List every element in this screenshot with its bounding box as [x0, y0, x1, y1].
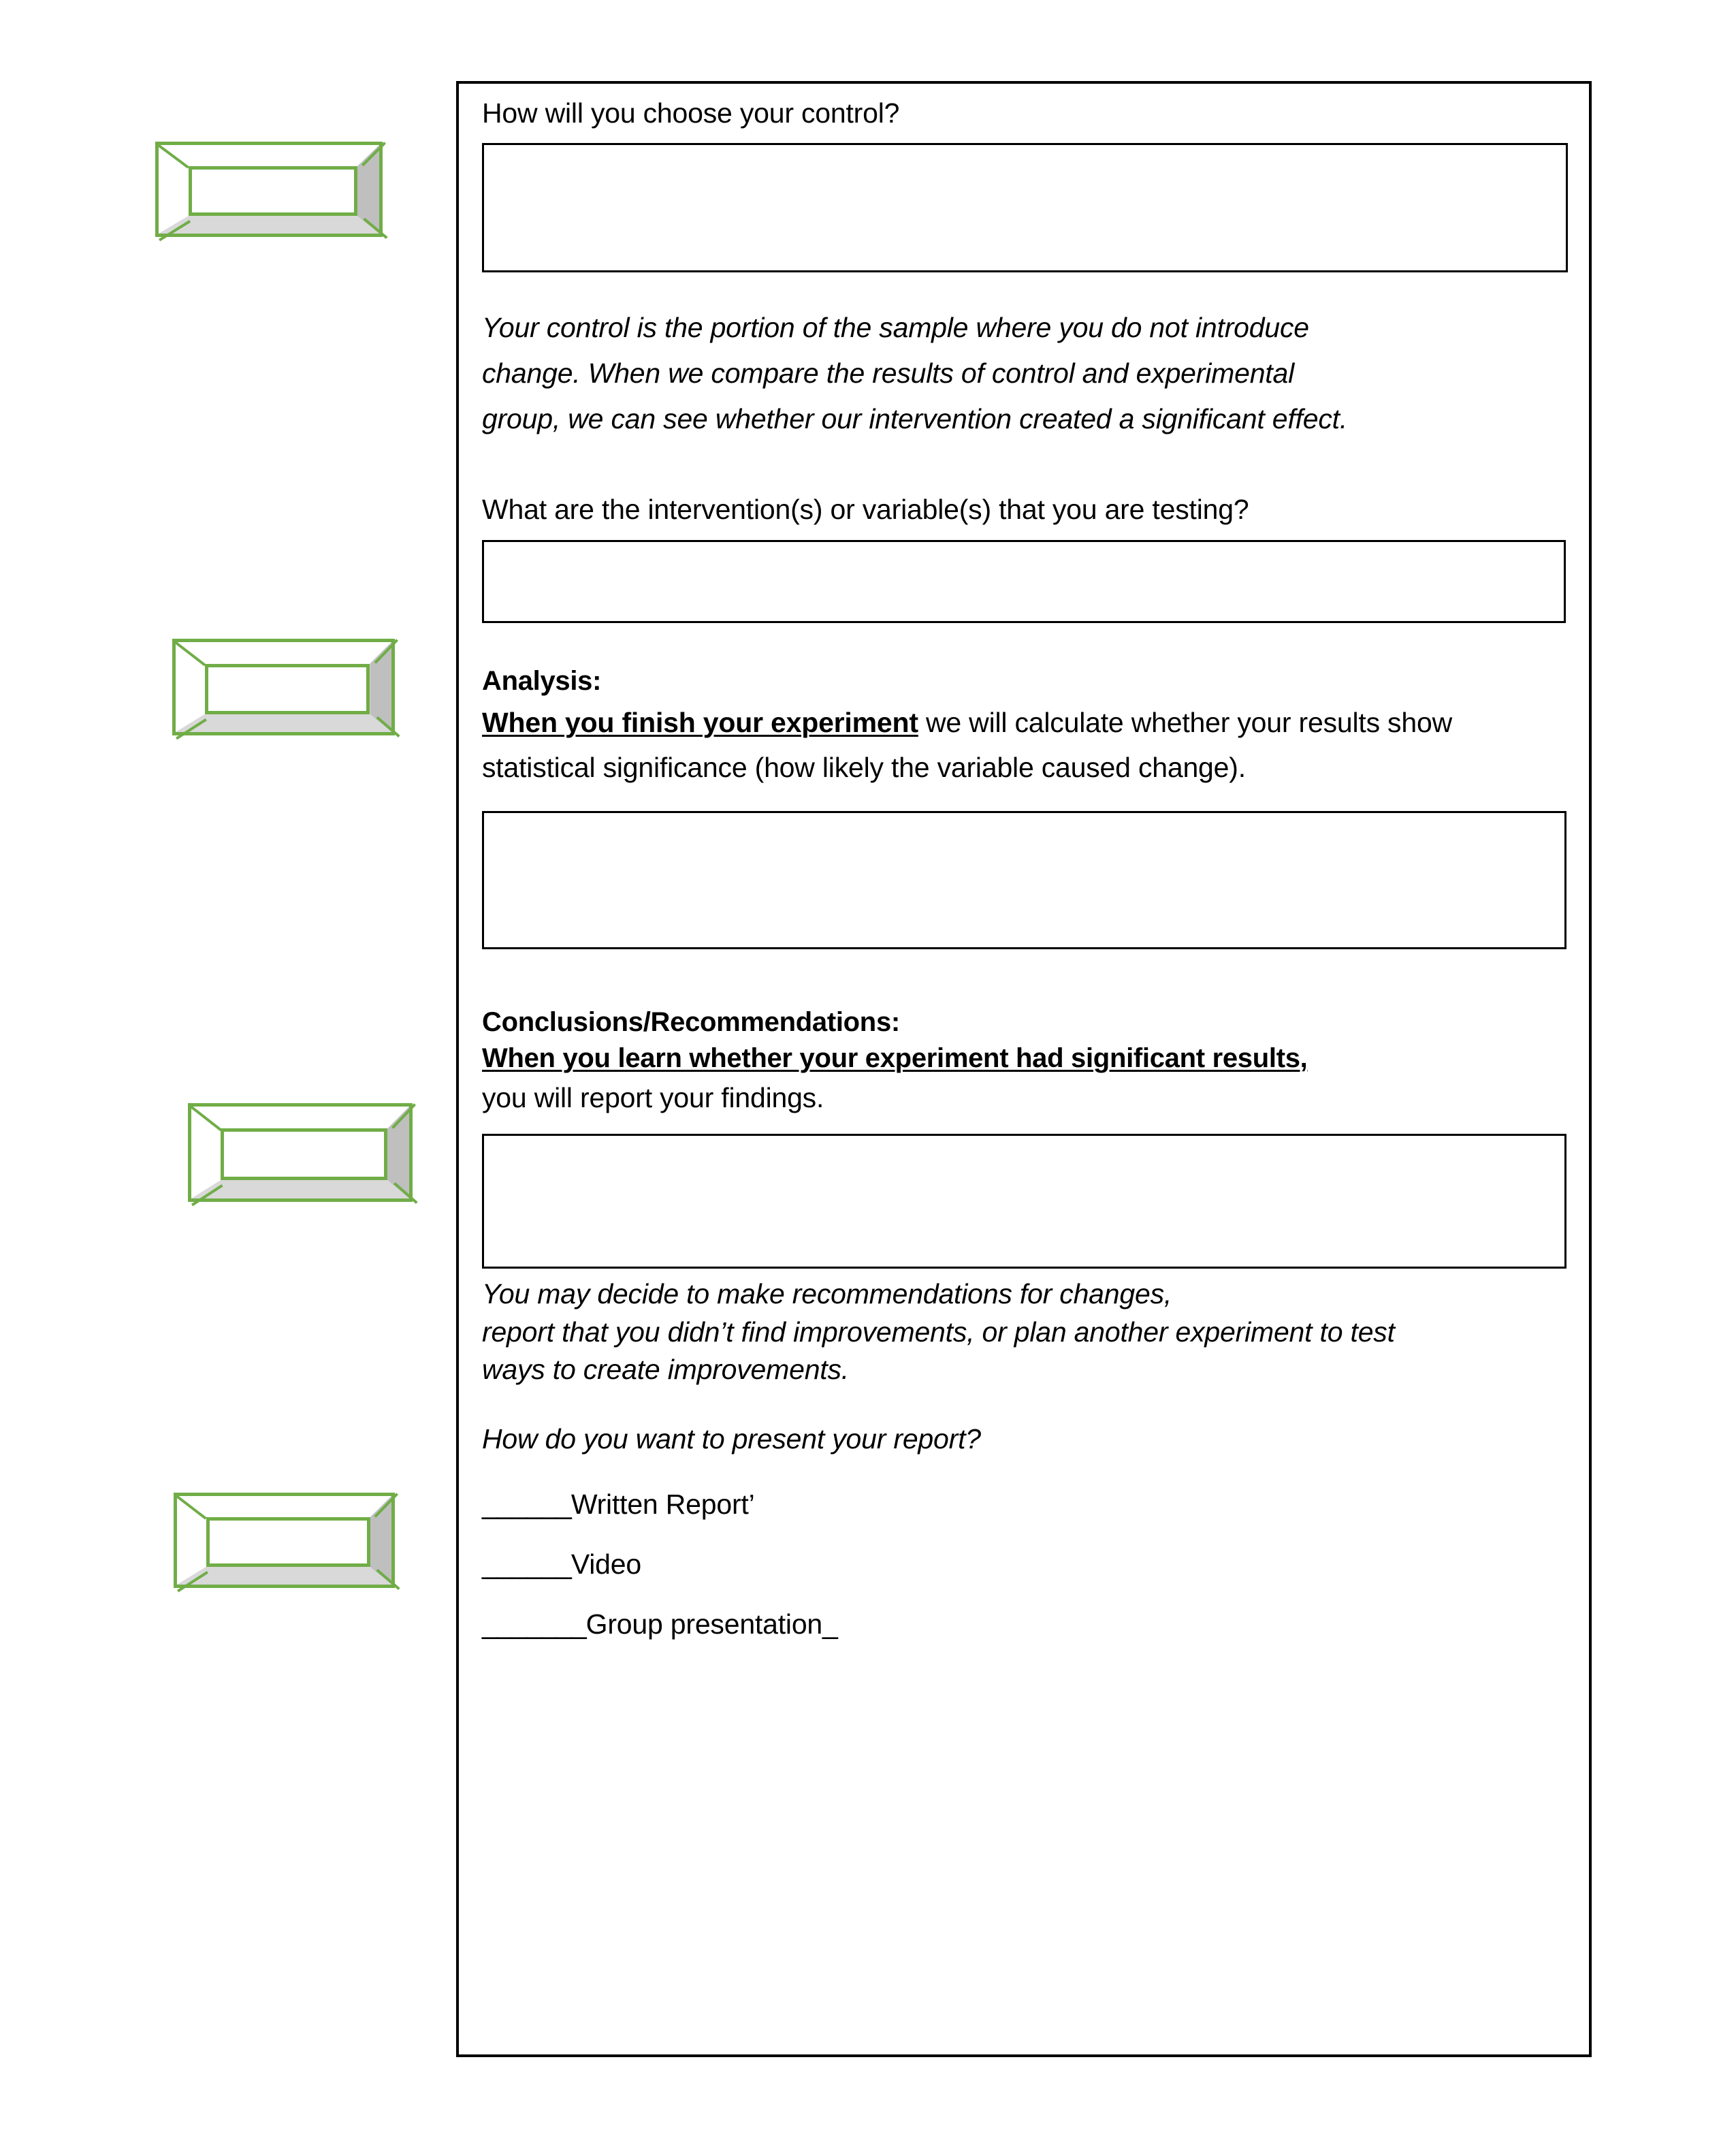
recommendations-note-paragraph	[482, 1275, 1544, 1389]
recommendations-note-line-1: You may decide to make recommendations for changes,	[482, 1277, 1172, 1309]
conclusions-answer-box[interactable]	[482, 1134, 1566, 1269]
control-explanation-line-2: change. When we compare the results of control and experimental	[482, 357, 1294, 389]
report-option-group-presentation[interactable]	[482, 1608, 1571, 1641]
bevel-facet-top	[177, 1496, 391, 1517]
bevel-frame-1	[155, 142, 383, 237]
bevel-facet-bottom	[159, 216, 379, 234]
bevel-frame-4	[174, 1493, 395, 1588]
bevel-facet-bottom	[191, 1180, 409, 1198]
analysis-answer-box[interactable]	[482, 811, 1566, 949]
analysis-heading: Analysis:	[482, 665, 602, 696]
bevel-inner-panel	[205, 664, 370, 714]
recommendations-note-line-3: ways to create improvements.	[482, 1354, 849, 1386]
bevel-facet-top	[191, 1107, 409, 1128]
report-option-label: Group presentation_	[585, 1608, 838, 1640]
report-format-prompt: How do you want to present your report?	[482, 1423, 981, 1455]
intervention-question-label: What are the intervention(s) or variable(s) that you are testing?	[482, 493, 1249, 525]
control-explanation-line-3: group, we can see whether our intervention created a significant effect.	[482, 402, 1348, 434]
report-option-written-report[interactable]	[482, 1488, 1571, 1521]
bevel-inner-panel	[221, 1128, 387, 1180]
report-option-label: Written Report’	[570, 1488, 755, 1520]
report-option-blank[interactable]: _______	[482, 1608, 586, 1640]
control-answer-box[interactable]	[482, 143, 1568, 272]
bevel-facet-top	[159, 145, 379, 166]
recommendations-note-line-2: report that you didn’t find improvements, or plan another experiment to test	[482, 1316, 1395, 1348]
control-question-label: How will you choose your control?	[482, 97, 900, 129]
analysis-paragraph	[482, 700, 1498, 791]
analysis-body-text: we will calculate whether your results show statistical significance (how likely the variable caused change).	[482, 706, 1452, 784]
bevel-frame-3	[188, 1103, 413, 1202]
report-option-label: Video	[570, 1548, 641, 1580]
intervention-answer-box[interactable]	[482, 540, 1566, 623]
report-option-video[interactable]	[482, 1548, 1571, 1581]
control-explanation-line-1: Your control is the portion of the sample where you do not introduce	[482, 312, 1309, 344]
conclusions-emphasis-text: When you learn whether your experiment had significant results,	[482, 1043, 1308, 1073]
bevel-facet-bottom	[177, 1567, 391, 1585]
conclusions-body-text: you will report your findings.	[482, 1081, 824, 1113]
bevel-facet-top	[176, 642, 391, 664]
bevel-inner-panel	[189, 166, 357, 216]
control-explanation-paragraph	[482, 305, 1544, 441]
analysis-emphasis-text: When you finish your experiment	[482, 706, 918, 738]
worksheet-content	[482, 96, 1571, 1641]
bevel-inner-panel	[206, 1517, 370, 1567]
bevel-frame-2	[172, 639, 395, 735]
report-option-blank[interactable]: ______	[482, 1548, 571, 1580]
report-option-blank[interactable]: ______	[482, 1488, 571, 1520]
conclusions-heading: Conclusions/Recommendations:	[482, 1006, 900, 1037]
worksheet-page-frame	[456, 81, 1592, 2057]
bevel-facet-bottom	[176, 714, 391, 732]
